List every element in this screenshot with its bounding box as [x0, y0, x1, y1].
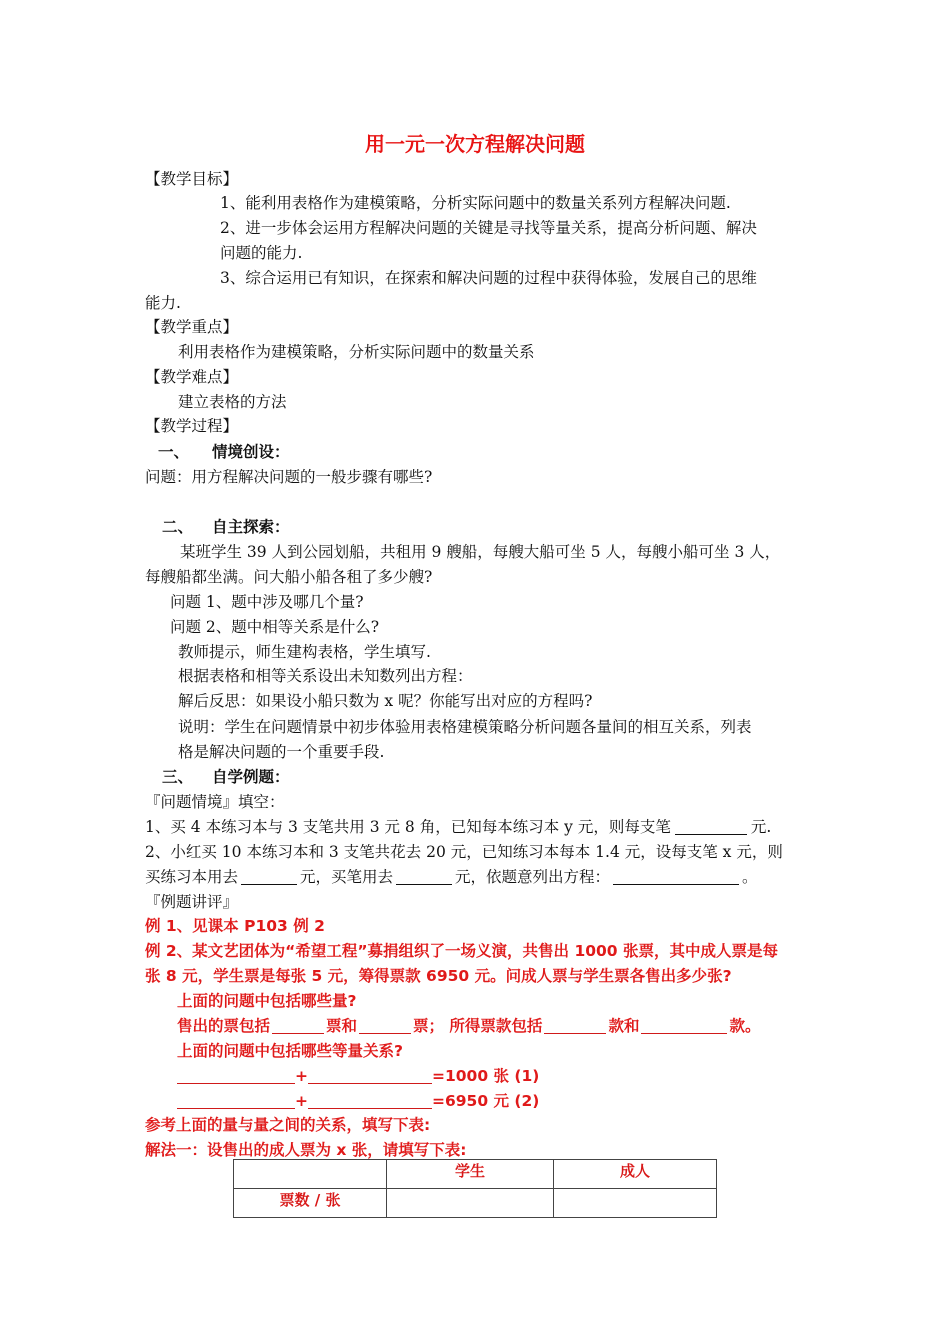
section-2-number: 二、	[162, 518, 194, 536]
fill-blank-2-line-1: 2、小红买 10 本练习本和 3 支笔共花去 20 元，已知练习本每本 1.4 元，设每支笔 x 元，则	[145, 843, 783, 861]
section-2-equation-prompt: 根据表格和相等关系设出未知数列出方程：	[178, 667, 473, 685]
solution-1-instruction: 解法一：设售出的成人票为 x 张，请填写下表:	[145, 1141, 467, 1159]
quantities-text-a: 售出的票包括	[177, 1017, 271, 1035]
example-2-quantities	[177, 1015, 760, 1037]
difficulties-heading: 【教学难点】	[145, 368, 239, 386]
fill-blank-2-line-2	[145, 866, 758, 888]
section-3-number: 三、	[162, 768, 194, 786]
fill-blank-2-text-a: 买练习本用去	[145, 868, 239, 886]
objective-2-line-2: 问题的能力.	[220, 244, 303, 262]
fill-blank-1-unit: 元.	[750, 818, 772, 836]
answer-blank[interactable]	[177, 1092, 295, 1109]
fill-blank-2-text-d: 。	[742, 868, 758, 886]
answer-blank[interactable]	[544, 1017, 606, 1034]
section-3-title: 自学例题：	[212, 768, 290, 786]
reference-instruction: 参考上面的量与量之间的关系，填写下表:	[145, 1116, 431, 1134]
objective-1: 1、能利用表格作为建模策略，分析实际问题中的数量关系列方程解决问题.	[220, 194, 731, 212]
example-2-question-1: 上面的问题中包括哪些量?	[177, 992, 357, 1010]
table-header-cell: 学生	[387, 1160, 554, 1189]
table-input-cell[interactable]	[554, 1189, 717, 1218]
section-2-problem-line-2: 每艘船都坐满。问大船小船各租了多少艘?	[145, 568, 433, 586]
section-2-reflection: 解后反思：如果设小船只数为 x 呢？你能写出对应的方程吗?	[178, 692, 593, 710]
answer-blank[interactable]	[241, 868, 297, 885]
example-2-line-1: 例 2、某文艺团体为“希望工程”募捐组织了一场义演，共售出 1000 张票，其中成人票是每	[145, 942, 778, 960]
table-header-row	[234, 1160, 717, 1189]
objective-2-line-1: 2、进一步体会运用方程解决问题的关键是寻找等量关系，提高分析问题、解决	[220, 219, 757, 237]
answer-blank[interactable]	[359, 1017, 411, 1034]
section-1-title: 情境创设：	[212, 443, 290, 461]
example-2-question-3: 上面的问题中包括哪些等量关系?	[177, 1042, 403, 1060]
objective-3-line-1: 3、综合运用已有知识，在探索和解决问题的过程中获得体验，发展自己的思维	[220, 269, 757, 287]
equation-1-rest: =1000 张 (1)	[432, 1067, 540, 1085]
table-header-cell	[234, 1160, 387, 1189]
quantities-text-e: 款。	[729, 1017, 761, 1035]
section-1-question: 问题：用方程解决问题的一般步骤有哪些?	[145, 468, 433, 486]
section-2-note-line-2: 格是解决问题的一个重要手段.	[178, 743, 385, 761]
table-input-cell[interactable]	[387, 1189, 554, 1218]
answer-blank[interactable]	[308, 1092, 432, 1109]
section-2-title: 自主探索：	[212, 518, 290, 536]
table-header-cell: 成人	[554, 1160, 717, 1189]
answer-blank[interactable]	[675, 818, 747, 835]
plus-sign: +	[295, 1092, 308, 1110]
answer-blank[interactable]	[272, 1017, 324, 1034]
section-2-note-line-1: 说明：学生在问题情景中初步体验用表格建模策略分析问题各量间的相互关系，列表	[178, 718, 752, 736]
page-title: 用一元一次方程解决问题	[365, 132, 585, 156]
quantities-text-d: 款和	[608, 1017, 640, 1035]
plus-sign: +	[295, 1067, 308, 1085]
section-2-problem-line-1: 某班学生 39 人到公园划船，共租用 9 艘船，每艘大船可坐 5 人，每艘小船可坐 3 人，	[180, 543, 781, 561]
objective-3-line-2: 能力.	[145, 294, 181, 312]
fill-blank-1	[145, 816, 771, 838]
section-2-hint: 教师提示，师生建构表格，学生填写.	[178, 643, 431, 661]
answer-blank[interactable]	[613, 868, 739, 885]
equation-2	[177, 1090, 539, 1112]
quantities-text-b: 票和	[326, 1017, 358, 1035]
answer-blank[interactable]	[177, 1067, 295, 1084]
example-1: 例 1、见课本 P103 例 2	[145, 917, 325, 935]
equation-1	[177, 1065, 539, 1087]
equation-2-rest: =6950 元 (2)	[432, 1092, 540, 1110]
fill-blank-2-text-b: 元，买笔用去	[300, 868, 394, 886]
table-row-label: 票数 / 张	[234, 1189, 387, 1218]
answer-blank[interactable]	[641, 1017, 727, 1034]
fill-blank-1-text: 1、买 4 本练习本与 3 支笔共用 3 元 8 角，已知每本练习本 y 元，则每支笔	[145, 818, 671, 836]
difficulties-text: 建立表格的方法	[178, 393, 287, 411]
answer-blank[interactable]	[396, 868, 452, 885]
fill-blank-2-text-c: 元，依题意列出方程：	[455, 868, 611, 886]
section-2-question-2: 问题 2、题中相等关系是什么?	[170, 618, 380, 636]
process-heading: 【教学过程】	[145, 417, 239, 435]
quantities-text-c: 票； 所得票款包括	[413, 1017, 543, 1035]
table-row	[234, 1189, 717, 1218]
section-3-context: 『问题情境』填空：	[145, 793, 285, 811]
objectives-heading: 【教学目标】	[145, 170, 239, 188]
example-review-heading: 『例题讲评』	[145, 893, 239, 911]
ticket-table	[233, 1159, 717, 1218]
key-points-heading: 【教学重点】	[145, 318, 239, 336]
answer-blank[interactable]	[308, 1067, 432, 1084]
example-2-line-2: 张 8 元，学生票是每张 5 元，筹得票款 6950 元。问成人票与学生票各售出多少张?	[145, 967, 732, 985]
key-points-text: 利用表格作为建模策略，分析实际问题中的数量关系	[178, 343, 535, 361]
section-1-number: 一、	[158, 443, 190, 461]
section-2-question-1: 问题 1、题中涉及哪几个量?	[170, 593, 364, 611]
